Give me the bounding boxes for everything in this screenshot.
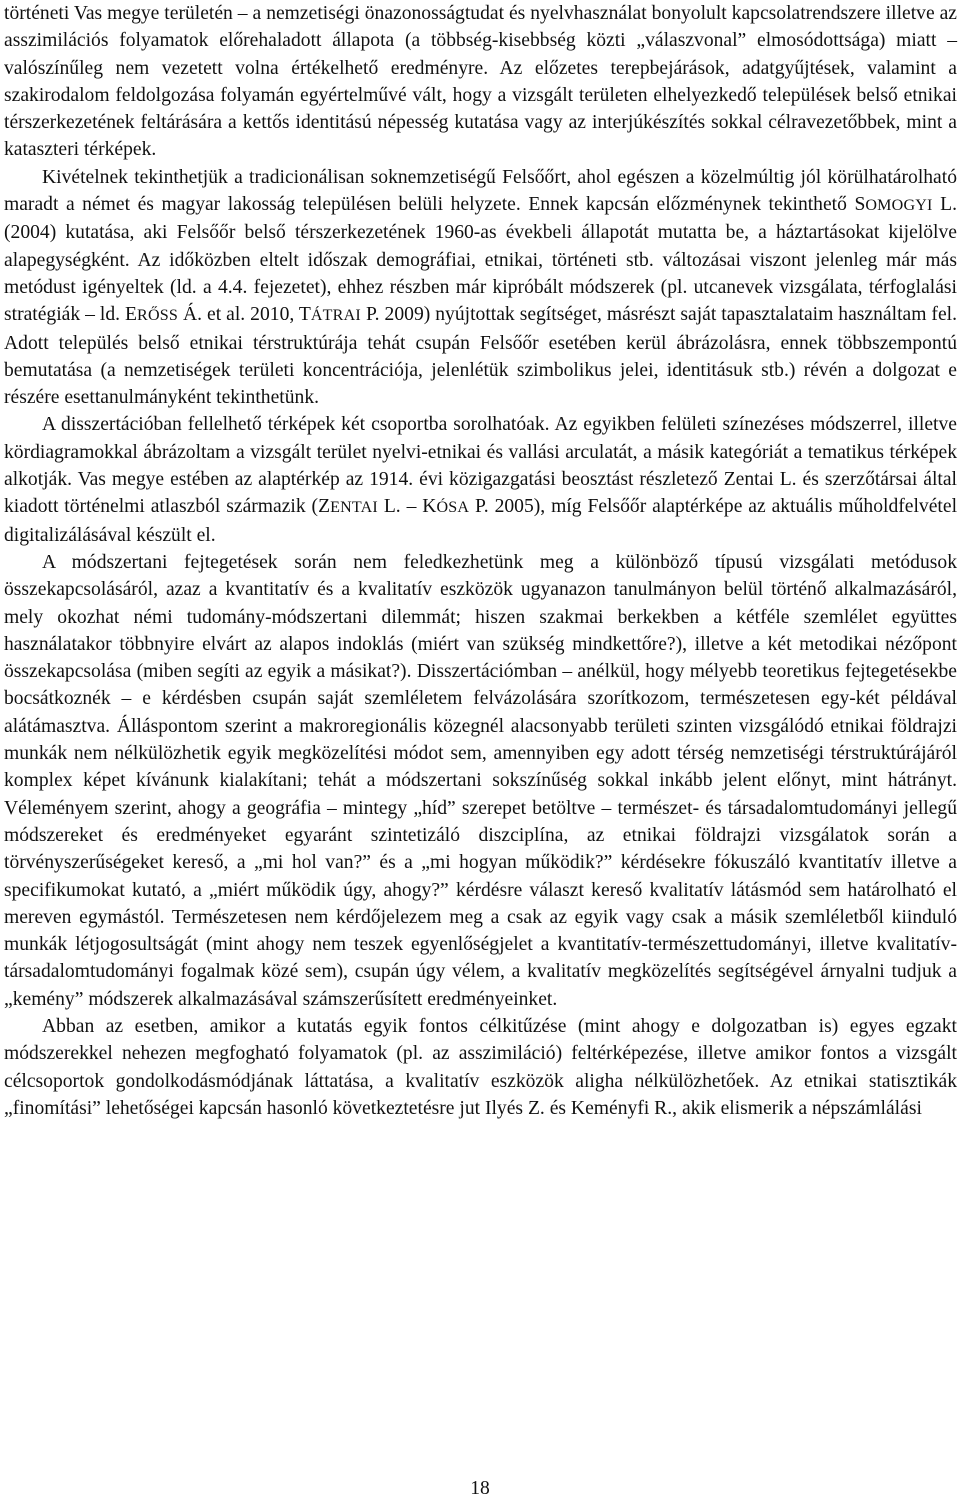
paragraph-text: L. – K: [377, 496, 437, 518]
paragraph-text: Á. et al. 2010, T: [178, 304, 311, 326]
small-caps-author-name: OMOGYI: [865, 197, 933, 215]
paragraph-4: [4, 549, 957, 1013]
small-caps-author-name: ÁTRAI: [310, 307, 361, 325]
paragraph-1: [4, 0, 957, 164]
paragraph-5: [4, 1013, 957, 1122]
paragraph-text: Kivételnek tekinthetjük a tradicionálisan soknemzetiségű Felsőőrt, ahol egészen a közelmúltig jól körülhatárolható maradt a német és magyar lakosság településen belüli helyzete. Ennek kapcsán előzménynek tekinthető S: [4, 166, 957, 216]
page-number: 18: [470, 1478, 490, 1499]
paragraph-text: P. 2009) nyújtottak segítséget, másrészt saját tapasztalataim használtam fel. Adott település belső etnikai térstruktúrája tehát csupán Felsőőr esetében kerül ábrázolásra, ennek többszempontú bemutatása (a nemzetiségek területi koncentrációja, jelenlétük szimbolikus jelei, identitásuk stb.) révén a dolgozat e részére esettanulmányként tekinthetünk.: [4, 304, 957, 409]
small-caps-author-name: ENTAI: [330, 499, 378, 517]
paragraph-text: Abban az esetben, amikor a kutatás egyik fontos célkitűzése (mint ahogy e dolgozatban is) egyes egzakt módszerekkel nehezen megfogható folyamatok (pl. az asszimiláció) feltérképezése, illetve amikor fontos a vizsgált célcsoportok gondolkodásmódjának láttatása, a kvalitatív eszközök aligha nélkülözhetőek. Az etnikai statisztikák „finomítási” lehetőségei kapcsán hasonló következtetésre jut Ilyés Z. és Keményfi R., akik elismerik a népszámlálási: [4, 1015, 957, 1119]
paragraph-text: L. (2004) kutatása, aki Felsőőr belső térszerkezetének 1960-as évekbeli állapotát mutatta be, a háztartásokat kijelölve alapegységként. Az időközben eltelt időszak demográfiai, etnikai, történeti stb. változásai viszont jelenleg már más metódust igényeltek (ld. a 4.4. fejezetet), ehhez részben már kipróbált módszerek (pl. utcanevek vizsgálata, térfoglalási stratégiák – ld. E: [4, 194, 958, 326]
paragraph-text: P. 2005), míg Felsőőr alaptérképe az aktuális műholdfelvétel digitalizálásával készült el.: [4, 496, 958, 546]
paragraph-text: A módszertani fejtegetések során nem feledkezhetünk meg a különböző típusú vizsgálati metódusok összekapcsolásáról, azaz a kvantitatív és a kvalitatív eszközök ugyanazon tanulmányon belül történő alkalmazásáról, mely okozhat némi tudomány-módszertani dilemmát; hiszen szakmai berkekben a kétféle szemlélet együttes használatakor többnyire elvárt az alapos indoklás (miért van szükség mindkettőre?), illetve a két metodikai nézőpont összekapcsolása (miben segíti az egyik a másikat?). Disszertációmban – anélkül, hogy mélyebb teoretikus fejtegetésekbe bocsátkoznék – e kérdésben csupán saját szemléletem felvázolására szorítkozom, természetesen egy-két példával alátámasztva. Álláspontom szerint a makroregionális közegnél alacsonyabb területi szinten vizsgálódó etnikai földrajzi munkák nem nélkülözhetik egyik megközelítési módot sem, amennyiben egy adott térség nemzetiségi térstruktúrájáról komplex képet kívánunk kialakítani; tehát a módszertani sokszínűség sokkal inkább jelent előnyt, mint hátrányt. Véleményem szerint, ahogy a geográfia – mintegy „híd” szerepet betöltve – természet- és társadalomtudományi jellegű módszereket és eredményeket egyaránt szintetizáló diszciplína, az etnikai földrajzi vizsgálatok során a törvényszerűségeket kereső, a „mi hol van?” és a „mi hogyan működik?” kérdésekre fókuszáló kvantitatív illetve a specifikumokat kutató, a „miért működik úgy, ahogy?” kérdésre választ kereső kvalitatív látásmód sem határolható el mereven egymástól. Természetesen nem kérdőjelezem meg a csak az egyik vagy csak a másik szemléletből kiinduló munkák létjogosultságát (mint ahogy nem teszek egyenlőségjelet a kvantitatív-természettudományi, illetve kvalitatív-társadalomtudományi fogalmak közé sem), csupán úgy vélem, a kvalitatív megközelítés segítségével árnyalni tudjuk a „kemény” módszerek alkalmazásával számszerűsített eredményeinket.: [4, 551, 957, 1010]
paragraph-text: A disszertációban fellelhető térképek két csoportba sorolhatóak. Az egyikben felületi színezéses módszerrel, illetve kördiagramokkal ábrázoltam a vizsgált terület nyelvi-etnikai és vallási arculatát, a másik kategóriát a tematikus térképek alkotják. Vas megye estében az alaptérkép az 1914. évi közigazgatási beosztást részletező Zentai L. és szerzőtársai által kiadott történelmi atlaszból származik (Z: [4, 414, 957, 518]
paragraph-text: történeti Vas megye területén – a nemzetiségi önazonosságtudat és nyelvhasználat bonyolult kapcsolatrendszere illetve az asszimilációs folyamatok előrehaladott állapota (a többség-kisebbség közti „válaszvonal” elmosódottsága) miatt – valószínűleg nem vezetett volna értékelhető eredményre. Az előzetes terepbejárások, adatgyűjtések, valamint a szakirodalom feldolgozása folyamán egyértelművé vált, hogy a vizsgált területen elhelyezkedő települések belső etnikai térszerkezetének feltárására a kettős identitású népesség kutatása vagy az interjúkészítés sokkal célravezetőbbek, mint a kataszteri térképek.: [4, 3, 957, 161]
small-caps-author-name: RŐSS: [137, 307, 179, 325]
document-page: [4, 0, 957, 1122]
small-caps-author-name: ÓSA: [436, 499, 470, 517]
paragraph-2: [4, 164, 957, 412]
paragraph-3: [4, 411, 957, 548]
